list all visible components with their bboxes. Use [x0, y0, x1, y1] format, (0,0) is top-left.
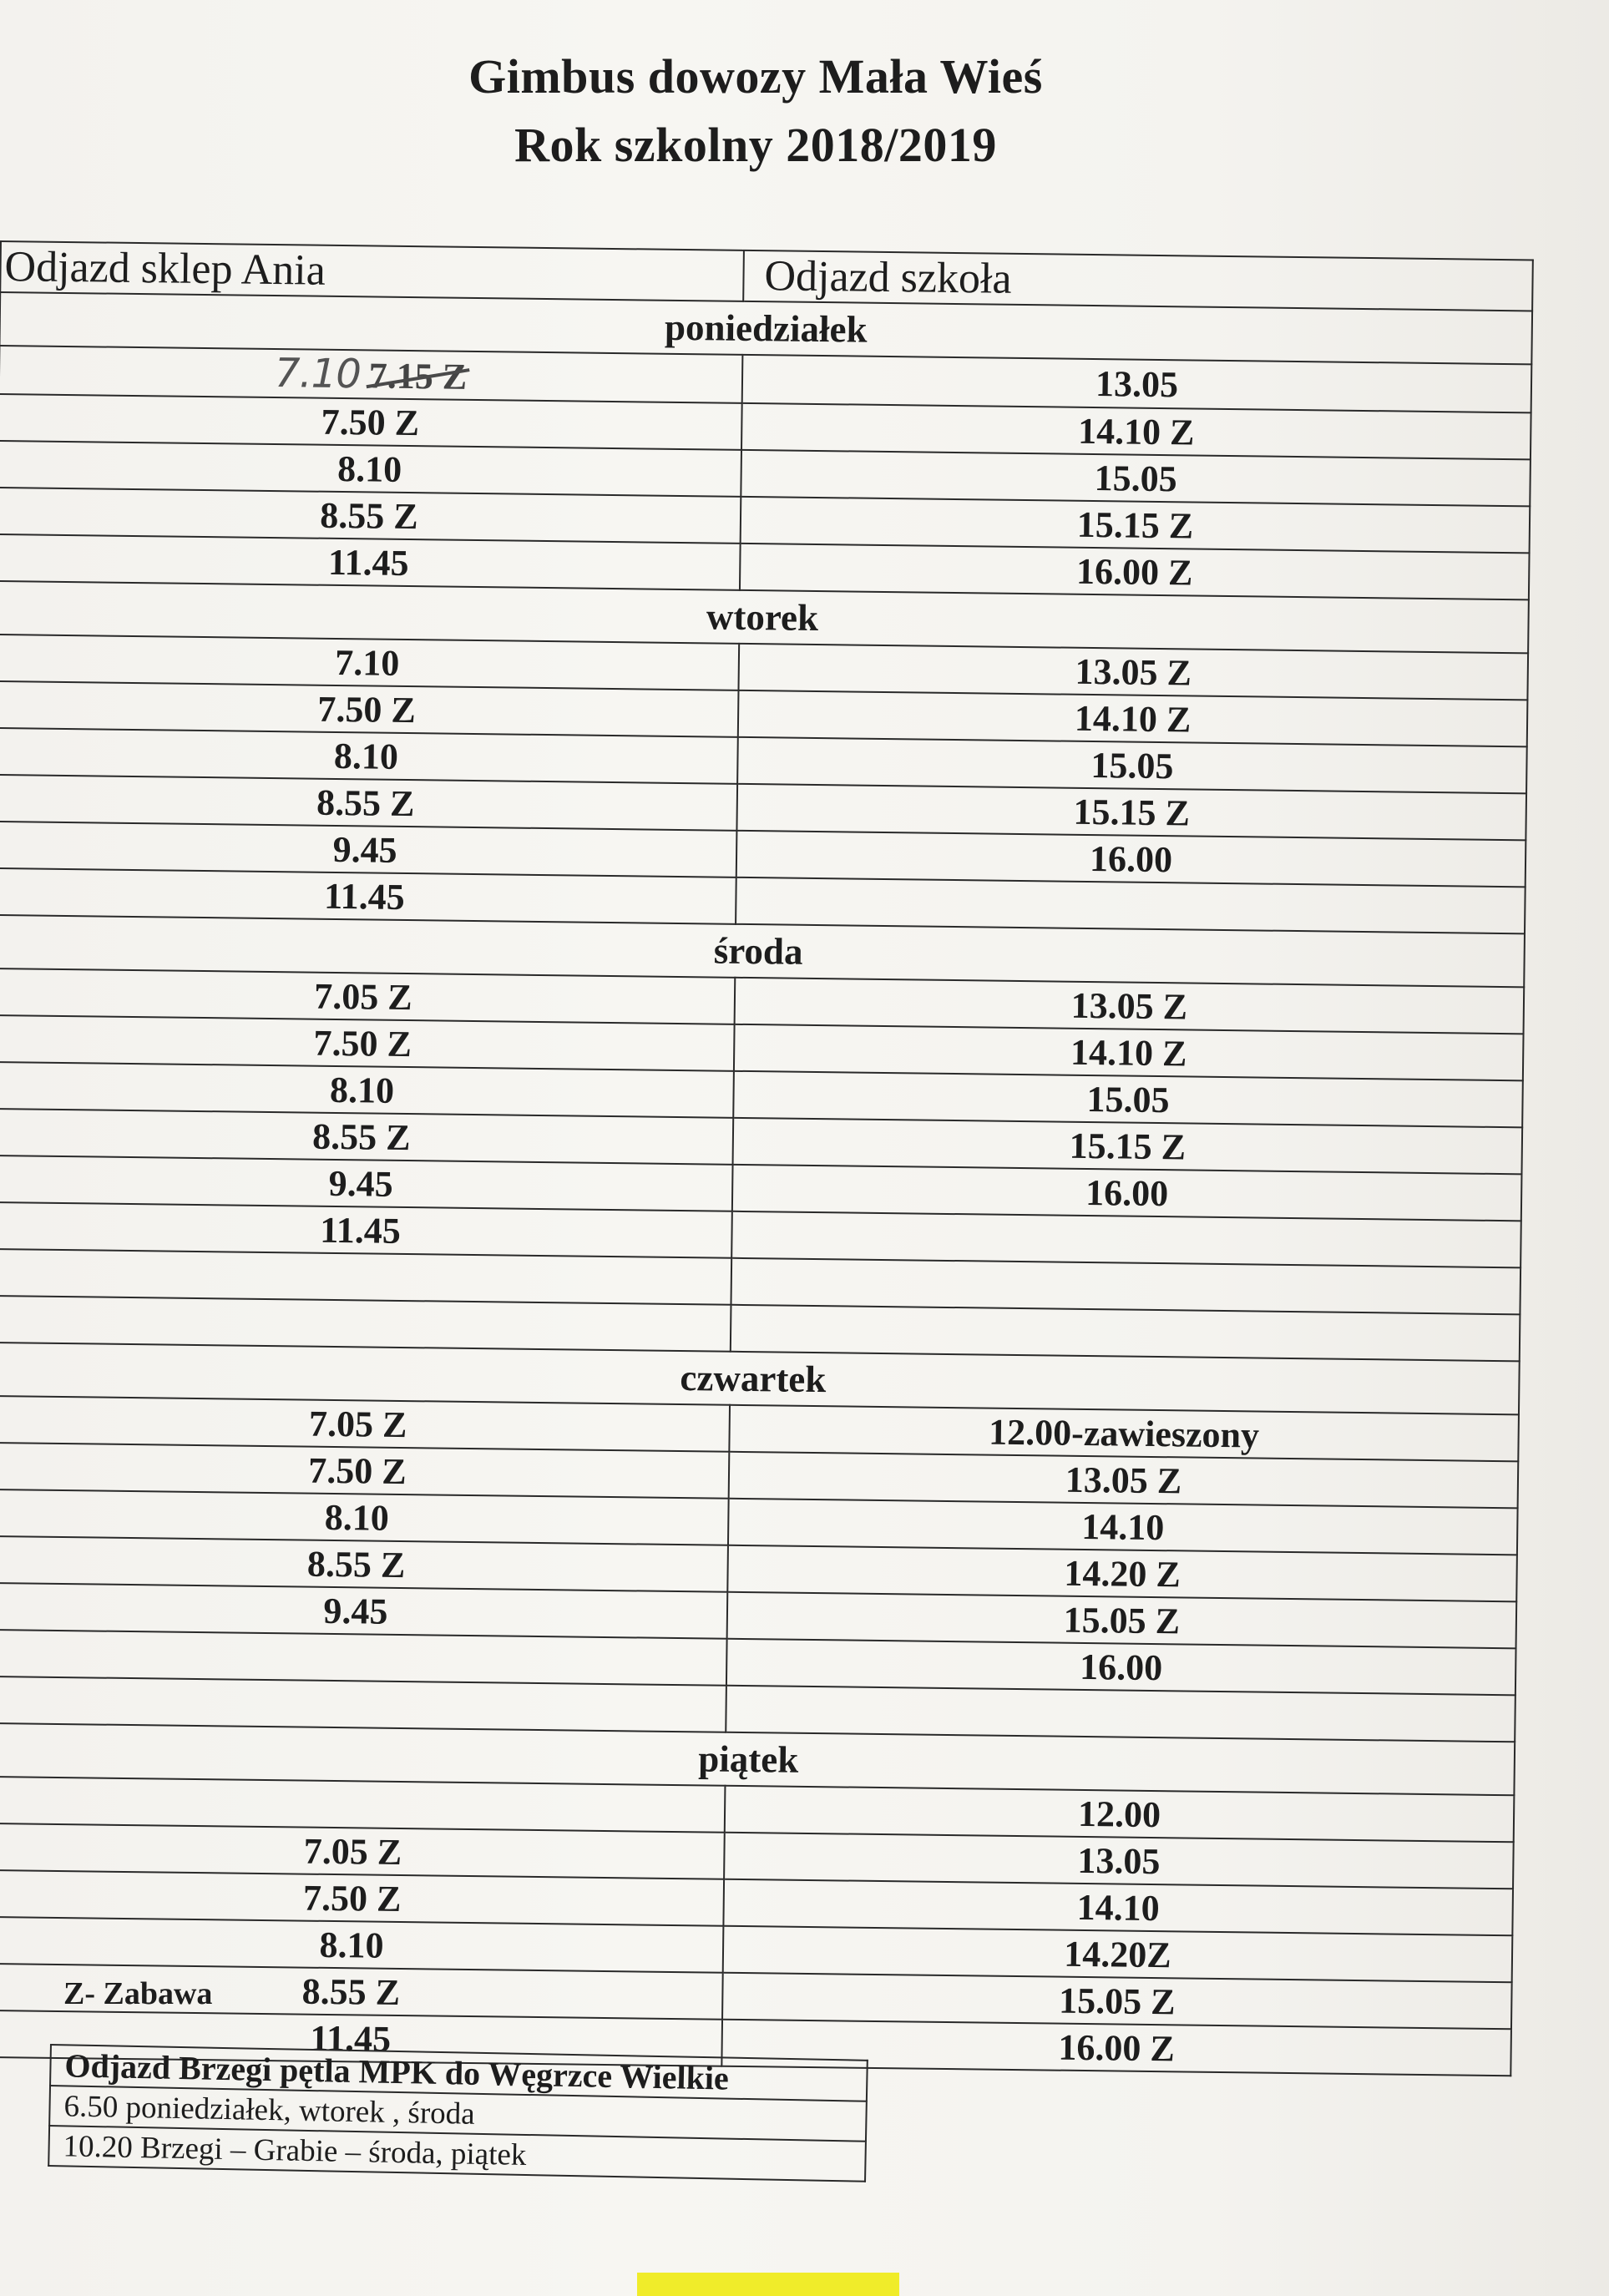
legend-note: Z- Zabawa — [63, 1976, 213, 2011]
time-cell-school: 14.10 Z — [734, 1024, 1524, 1081]
time-cell-school: 14.10 — [723, 1879, 1513, 1936]
time-cell-shop: 8.10 — [0, 441, 741, 497]
time-cell-school: 13.05 Z — [729, 1452, 1519, 1509]
time-cell-shop: 11.45 — [0, 534, 741, 590]
time-cell-shop: 7.05 Z — [0, 968, 735, 1024]
yellow-tape-strip — [637, 2273, 899, 2296]
time-cell-school: 16.00 — [726, 1639, 1516, 1696]
time-cell-school: 16.00 — [736, 831, 1526, 888]
time-cell-school: 13.05 Z — [735, 978, 1525, 1034]
time-cell-shop: 9.45 — [0, 822, 736, 877]
time-cell-shop: 7.05 Z — [0, 1396, 730, 1452]
time-cell-school: 15.05 Z — [727, 1592, 1517, 1649]
routes-header: Odjazd Brzegi pętla MPK do Węgrzce Wielkie — [50, 2045, 868, 2101]
time-cell-school: 13.05 Z — [738, 644, 1528, 700]
day-name: wtorek — [0, 581, 1529, 653]
page-subtitle: Rok szkolny 2018/2019 — [514, 118, 997, 172]
header-departure-school: Odjazd szkoła — [743, 250, 1533, 311]
time-cell-shop: 8.10 — [0, 728, 738, 784]
time-cell-school: 12.00 — [725, 1786, 1515, 1843]
routes-table — [48, 2044, 868, 2182]
time-cell-shop: 7.50 Z — [0, 1015, 735, 1071]
time-cell-shop: 8.55 Z — [0, 1964, 723, 2020]
time-cell-school: 15.05 — [741, 450, 1531, 507]
time-cell-school: 15.15 Z — [733, 1118, 1523, 1175]
time-cell-school: 16.00 Z — [740, 544, 1530, 600]
time-cell-shop: 7.05 Z — [0, 1823, 725, 1879]
time-cell-school: 16.00 Z — [721, 2020, 1511, 2076]
time-cell-shop: 7.50 Z — [0, 394, 742, 450]
time-cell-school: 15.05 — [733, 1071, 1523, 1128]
routes-line: 10.20 Brzegi – Grabie – środa, piątek — [48, 2126, 866, 2182]
day-name: poniedziałek — [0, 292, 1532, 364]
time-cell-shop: 11.45 — [0, 1202, 732, 1258]
time-cell-school: 15.05 Z — [722, 1973, 1512, 2030]
time-cell-school: 15.15 Z — [736, 784, 1526, 841]
routes-table-wrapper — [48, 2044, 868, 2182]
time-cell-shop — [0, 1630, 727, 1686]
time-cell-school: 14.10 Z — [741, 403, 1531, 460]
day-name: środa — [0, 915, 1525, 987]
time-cell-school: 16.00 — [732, 1165, 1522, 1221]
time-cell-shop: 11.45 — [0, 868, 736, 924]
time-cell-shop: 8.55 Z — [0, 1109, 733, 1165]
time-cell-shop — [0, 346, 742, 403]
schedule-table-wrapper — [0, 240, 1532, 2076]
time-cell-shop: 8.55 Z — [0, 775, 737, 831]
header-departure-shop: Odjazd sklep Ania — [0, 241, 744, 301]
time-cell-school: 12.00-zawieszony — [729, 1405, 1519, 1462]
time-cell-school: 14.20 Z — [727, 1545, 1517, 1602]
time-cell-shop: 9.45 — [0, 1583, 727, 1639]
time-cell-school: 14.20Z — [723, 1926, 1513, 1983]
page-title: Gimbus dowozy Mała Wieś — [468, 49, 1043, 104]
handwritten-time: 7.10 — [274, 350, 362, 398]
time-cell-shop — [0, 1676, 726, 1732]
time-cell-shop: 7.10 — [0, 635, 739, 690]
time-cell-shop: 8.10 — [0, 1489, 729, 1545]
time-cell-shop: 8.55 Z — [0, 1536, 728, 1592]
time-cell-shop: 11.45 — [0, 2010, 722, 2066]
time-cell-school: 13.05 — [742, 355, 1532, 413]
time-cell-shop: 7.50 Z — [0, 681, 738, 737]
routes-line: 6.50 poniedziałek, wtorek , środa — [49, 2086, 867, 2142]
time-cell-shop: 8.10 — [0, 1062, 734, 1118]
day-name: czwartek — [0, 1343, 1520, 1414]
time-cell-school: 14.10 Z — [738, 690, 1528, 747]
time-cell-shop: 9.45 — [0, 1156, 733, 1211]
time-cell-school: 13.05 — [724, 1833, 1514, 1889]
day-name: piątek — [0, 1723, 1515, 1795]
time-cell-school: 14.10 — [728, 1499, 1518, 1555]
schedule-table — [0, 240, 1534, 2076]
time-cell-school: 15.15 Z — [741, 497, 1531, 554]
time-cell-shop — [0, 1777, 725, 1833]
time-cell-shop: 8.10 — [0, 1917, 723, 1973]
crossed-out-time: 7.15 Z — [368, 355, 468, 397]
time-cell-shop: 7.50 Z — [0, 1870, 724, 1926]
time-cell-shop: 8.55 Z — [0, 488, 741, 544]
time-cell-shop: 7.50 Z — [0, 1443, 729, 1499]
time-cell-school: 15.05 — [737, 737, 1527, 794]
